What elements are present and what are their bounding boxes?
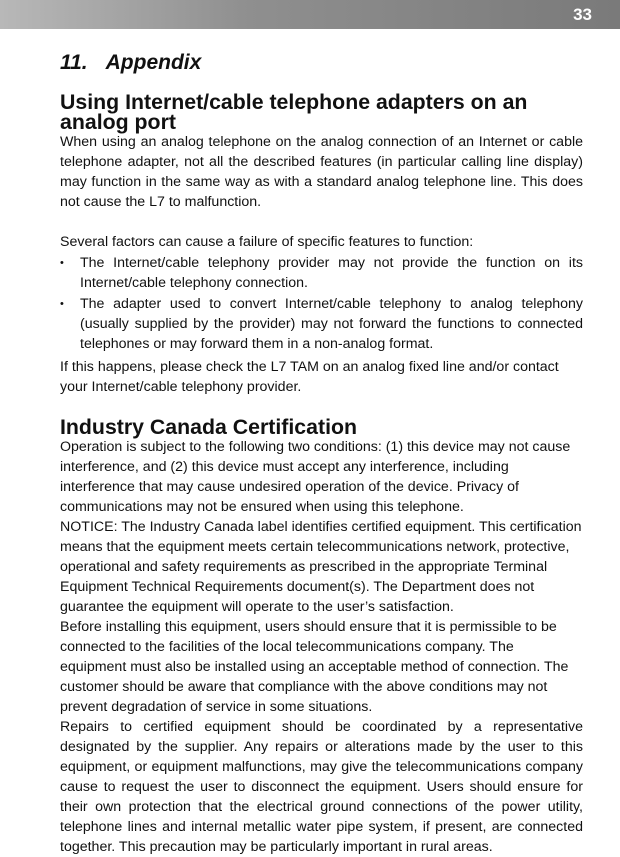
chapter-number: 11. — [60, 51, 88, 74]
paragraph-installation: Before installing this equipment, users should ensure that it is permissible to be connected to the facilities of the local telecommunications company. The equipment must also be installed using an acceptable method of connection. The customer should be aware that compliance with the above conditions may not prevent degradation of service in some situations. — [60, 619, 569, 715]
page-content — [60, 48, 583, 857]
section-internet-adapters — [60, 92, 583, 397]
list-item — [60, 253, 583, 293]
paragraph-notice: NOTICE: The Industry Canada label identifies certified equipment. This certification means that the equipment meets certain telecommunications network, protective, operational and safety requirements as prescribed in the appropriate Terminal Equipment Technical Requirements document(s). The Department does not guarantee the equipment will operate to the user’s satisfaction. — [60, 519, 582, 615]
section-heading-internet-adapters: Using Internet/cable telephone adapters on an analog port — [60, 90, 528, 134]
paragraph-operation-conditions: Operation is subject to the following two conditions: (1) this device may not cause interference, and (2) this device must accept any interference, including interference that may cause undesired operation of the device. Privacy of communications may not be ensured when using this telephone. — [60, 439, 571, 515]
page-number: 33 — [573, 5, 592, 24]
paragraph-adapter-intro: When using an analog telephone on the analog connection of an Internet or cable telephone adapter, not all the described features (in particular calling line display) may function in the same way as with a standard analog telephone line. This does not cause the L7 to malfunction. — [60, 134, 583, 210]
paragraph-check-tam: If this happens, please check the L7 TAM on an analog fixed line and/or contact your Internet/cable telephony provider. — [60, 359, 559, 395]
bullet-icon: • — [60, 298, 64, 310]
paragraph-factors: Several factors can cause a failure of specific features to function: — [60, 234, 474, 250]
list-item-text: The Internet/cable telephony provider may not provide the function on its Internet/cable telephony connection. — [80, 255, 583, 291]
factors-list — [60, 253, 583, 354]
section-industry-canada — [60, 417, 583, 857]
chapter-title-text: Appendix — [105, 51, 202, 74]
chapter-title — [60, 48, 583, 78]
list-item — [60, 294, 583, 354]
list-item-text: The adapter used to convert Internet/cable telephony to analog telephony (usually supplied by the provider) may not forward the functions to connected telephones or may forward them in a non-analog format. — [80, 296, 583, 352]
page-header-bar — [0, 0, 620, 29]
section-heading-industry-canada: Industry Canada Certification — [60, 415, 358, 439]
paragraph-repairs: Repairs to certified equipment should be coordinated by a representative designated by the supplier. Any repairs or alterations made by the user to this equipment, or equipment malfunctions, may give the telecommunications company cause to request the user to disconnect the equipment. Users should ensure for their own protection that the electrical ground connections of the power utility, telephone lines and internal metallic water pipe system, if present, are connected together. This precaution may be particularly important in rural areas. — [60, 719, 583, 855]
bullet-icon: • — [60, 257, 64, 269]
